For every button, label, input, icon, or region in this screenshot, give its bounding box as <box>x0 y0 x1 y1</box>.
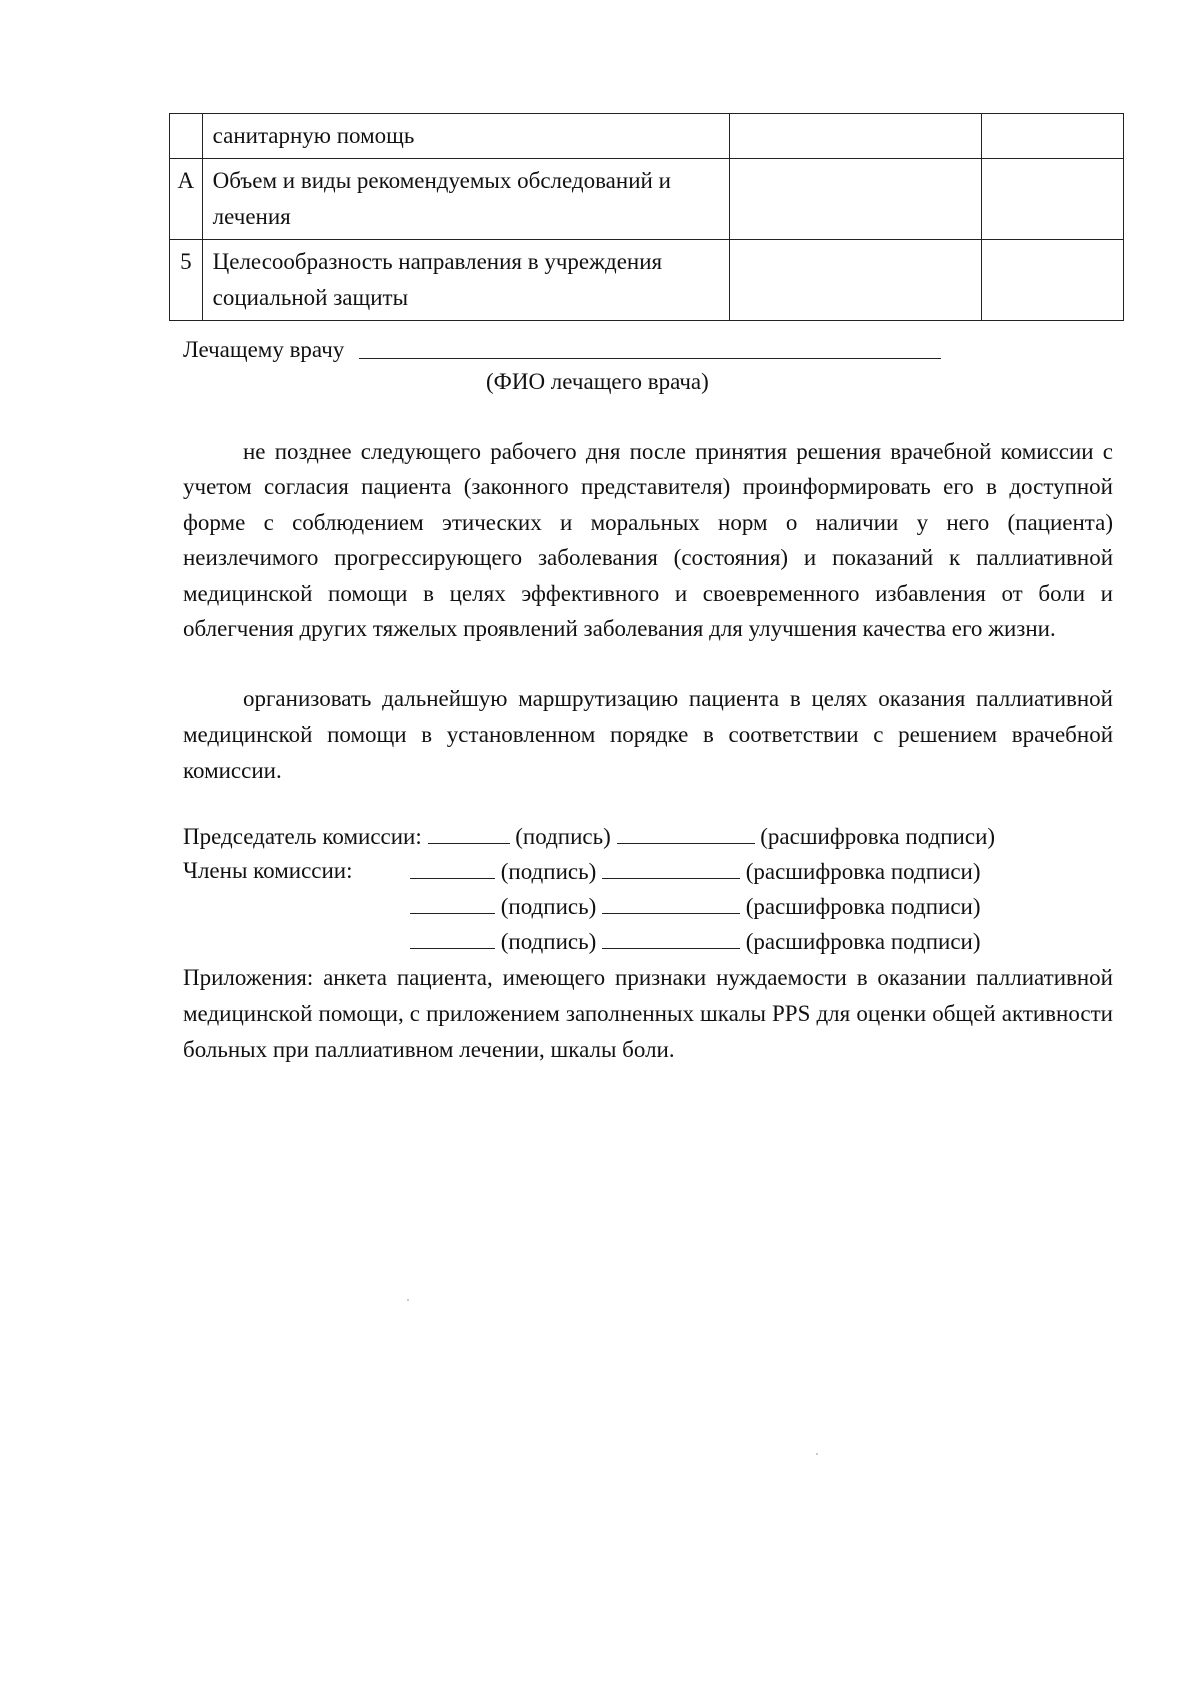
empty-cell <box>982 240 1124 321</box>
signature-blank <box>410 858 495 879</box>
attachments-paragraph: Приложения: анкета пациента, имеющего признаки нуждаемости в оказании паллиативной медицинской помощи, с приложением заполненных шкалы PPS для оценки общей активности больных при паллиативном лечении, шкалы боли. <box>183 965 1113 1062</box>
decode-label: (расшифровка подписи) <box>760 824 996 849</box>
table-row <box>170 159 1124 240</box>
commission-table <box>169 113 1124 321</box>
row-number: 5 <box>170 240 203 321</box>
decode-label: (расшифровка подписи) <box>745 894 981 919</box>
member-signature-line <box>410 928 981 955</box>
empty-cell <box>730 240 982 321</box>
chairman-label: Председатель комиссии: <box>183 824 422 849</box>
signature-label: (подпись) <box>500 894 597 919</box>
scan-speck <box>816 1453 818 1455</box>
member-signature-line <box>410 893 981 920</box>
row-number: А <box>170 159 203 240</box>
signature-blank <box>410 893 495 914</box>
signature-label: (подпись) <box>500 859 597 884</box>
doctor-name-hint: (ФИО лечащего врача) <box>486 369 709 394</box>
empty-cell <box>730 159 982 240</box>
decode-blank <box>602 928 740 949</box>
row-text-line: Целесообразность направления в учреждения <box>212 249 663 274</box>
signature-label: (подпись) <box>515 824 611 849</box>
instruction-paragraph-2: организовать дальнейшую маршрутизацию пациента в целях оказания паллиативной медицинской помощи в установленном порядке в соответствии с решением врачебной комиссии. <box>183 686 1113 783</box>
empty-cell <box>730 114 982 159</box>
decode-label: (расшифровка подписи) <box>745 929 981 954</box>
decode-label: (расшифровка подписи) <box>745 859 981 884</box>
doctor-name-blank <box>359 358 941 359</box>
table-row <box>170 114 1124 159</box>
row-text-line: Объем и виды рекомендуемых обследований и <box>212 168 671 193</box>
signature-blank <box>428 823 510 844</box>
row-text-line: лечения <box>212 204 291 229</box>
members-label: Члены комиссии: <box>183 858 353 883</box>
member-signature-line <box>410 858 981 885</box>
empty-cell <box>982 159 1124 240</box>
row-description <box>202 114 730 159</box>
decode-blank <box>602 858 740 879</box>
row-description <box>202 159 730 240</box>
instruction-paragraph-1: не позднее следующего рабочего дня после принятия решения врачебной комиссии с учетом согласия пациента (законного представителя) проинформировать его в доступной форме с соблюдением этических и моральных норм о наличии у него (пациента) неизлечимого прогрессирующего заболевания (состояния) и показаний к паллиативной медицинской помощи в целях эффективного и своевременного избавления от боли и облегчения других тяжелых проявлений заболевания для улучшения качества его жизни. <box>183 439 1113 642</box>
row-number <box>170 114 203 159</box>
decode-blank <box>617 823 755 844</box>
row-description <box>202 240 730 321</box>
row-text-line: санитарную помощь <box>212 123 415 148</box>
chairman-signature-line <box>183 823 995 850</box>
doctor-label: Лечащему врачу <box>183 337 345 362</box>
row-text-line: социальной защиты <box>212 285 409 310</box>
scan-speck <box>407 1299 409 1301</box>
table-row <box>170 240 1124 321</box>
signature-blank <box>410 928 495 949</box>
signature-label: (подпись) <box>500 929 597 954</box>
empty-cell <box>982 114 1124 159</box>
decode-blank <box>602 893 740 914</box>
